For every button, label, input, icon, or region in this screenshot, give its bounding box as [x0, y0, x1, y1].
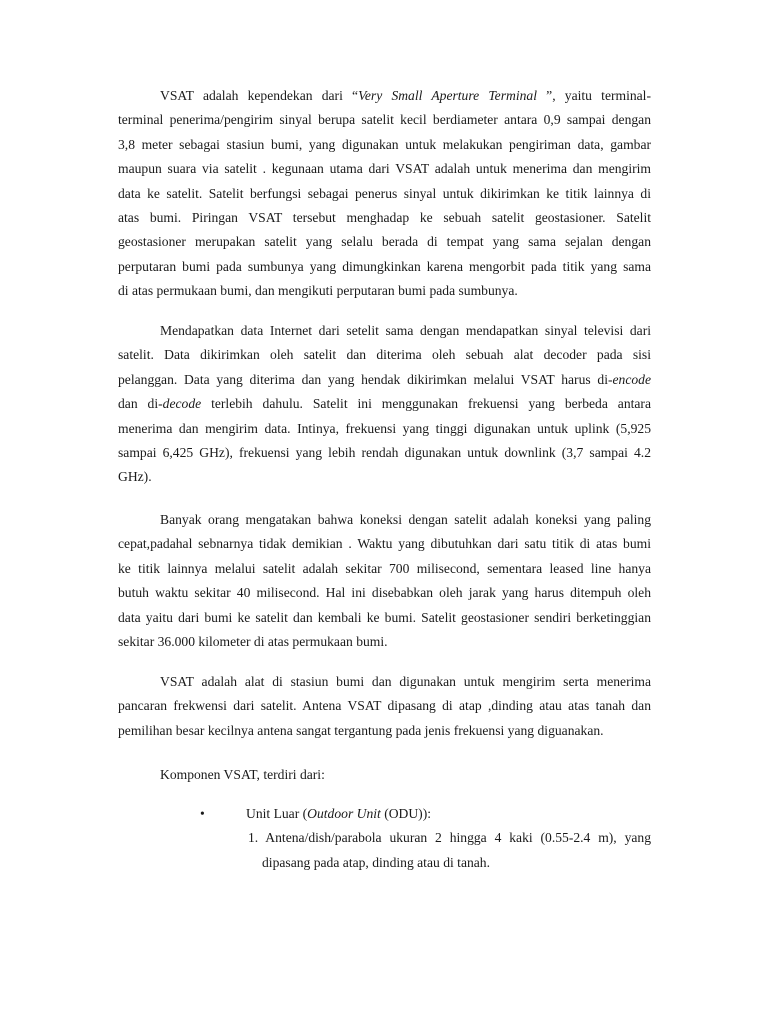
text-line: menerima dan mengirim data. Intinya, frekuensi yang tinggi digunakan untuk uplink (5,925 [118, 420, 651, 436]
list-item [118, 802, 651, 826]
text-line: geostasioner merupakan satelit yang selalu berada di tempat yang sama sejalan dengan [118, 234, 651, 250]
italic-term: Very Small Aperture Terminal [358, 88, 537, 103]
italic-term: decode [162, 396, 202, 412]
bullet-icon: • [200, 806, 205, 821]
paragraph-components-intro [118, 763, 651, 787]
text-line: VSAT adalah alat di stasiun bumi dan digunakan untuk mengirim serta menerima [160, 674, 651, 689]
paragraph-vsat-definition [118, 84, 651, 304]
italic-term: Outdoor Unit [307, 806, 381, 821]
text-run: (ODU)): [380, 806, 432, 821]
text-run: dan di- [118, 396, 163, 412]
text-line: maupun suara via satelit . kegunaan utama dari VSAT adalah untuk menerima dan mengirim [118, 161, 651, 177]
text-line [118, 368, 651, 392]
numbered-item [248, 826, 651, 875]
text-run: pelanggan. Data yang diterima dan yang hendak dikirimkan melalui VSAT harus di- [118, 371, 613, 387]
text-line [118, 392, 651, 416]
paragraph-satellite-latency [118, 508, 651, 654]
text-line: 1. Antena/dish/parabola ukuran 2 hingga 4 kaki (0.55-2.4 m), yang [248, 830, 651, 846]
list-item-label [246, 802, 431, 826]
text-run: Unit Luar ( [246, 806, 308, 821]
text-line: satelit. Data dikirimkan oleh satelit dan diterima oleh sebuah alat decoder pada sisi [118, 347, 651, 363]
text-line [118, 84, 651, 108]
text-run: terlebih dahulu. Satelit ini menggunakan frekuensi yang berbeda antara [201, 396, 651, 412]
text-line: data yaitu dari bumi ke satelit dan kembali ke bumi. Satelit geostasioner sendiri berketinggian [118, 609, 651, 625]
text-line: Komponen VSAT, terdiri dari: [160, 767, 325, 782]
italic-term: encode [612, 371, 651, 387]
text-line: ke titik lainnya melalui satelit adalah sekitar 700 milisecond, sementara leased line hanya [118, 560, 651, 576]
text-line: butuh waktu sekitar 40 milisecond. Hal ini disebabkan oleh jarak yang harus ditempuh oleh [118, 585, 651, 601]
text-line: terminal penerima/pengirim sinyal berupa satelit kecil berdiameter antara 0,9 sampai dengan [118, 112, 651, 128]
paragraph-vsat-station [118, 670, 651, 743]
text-line: perputaran bumi pada sumbunya yang dimungkinkan karena mengorbit pada titik yang sama [118, 258, 651, 274]
text-line: di atas permukaan bumi, dan mengikuti perputaran bumi pada sumbunya. [118, 283, 518, 299]
text-line: sekitar 36.000 kilometer di atas permukaan bumi. [118, 634, 388, 650]
text-line: 3,8 meter sebagai stasiun bumi, yang digunakan untuk melakukan pengiriman data, gambar [118, 136, 651, 152]
text-run: VSAT adalah kependekan dari “ [160, 88, 359, 103]
text-line: pancaran frekwensi dari satelit. Antena VSAT dipasang di atap ,dinding atau atas tanah dan [118, 698, 651, 714]
text-line: data ke satelit. Satelit berfungsi sebagai penerus sinyal untuk dikirimkan ke titik lainnya di [118, 185, 651, 201]
text-line: Banyak orang mengatakan bahwa koneksi dengan satelit adalah koneksi yang paling [160, 512, 651, 527]
text-line: atas bumi. Piringan VSAT tersebut menghadap ke sebuah satelit geostasioner. Satelit [118, 210, 651, 226]
components-list [118, 802, 651, 870]
text-line: pemilihan besar kecilnya antena sangat tergantung pada jenis frekuensi yang diguanakan. [118, 722, 604, 738]
text-line: GHz). [118, 469, 152, 485]
text-line: Mendapatkan data Internet dari setelit sama dengan mendapatkan sinyal televisi dari [160, 323, 651, 338]
text-line: cepat,padahal sebnarnya tidak demikian . Waktu yang dibutuhkan dari satu titik di atas bumi [118, 536, 651, 552]
text-run: ”, yaitu terminal- [536, 88, 651, 103]
text-line: sampai 6,425 GHz), frekuensi yang lebih rendah digunakan untuk downlink (3,7 sampai 4.2 [118, 445, 651, 461]
text-line: dipasang pada atap, dinding atau di tanah. [262, 854, 491, 870]
paragraph-internet-via-satellite [118, 319, 651, 490]
